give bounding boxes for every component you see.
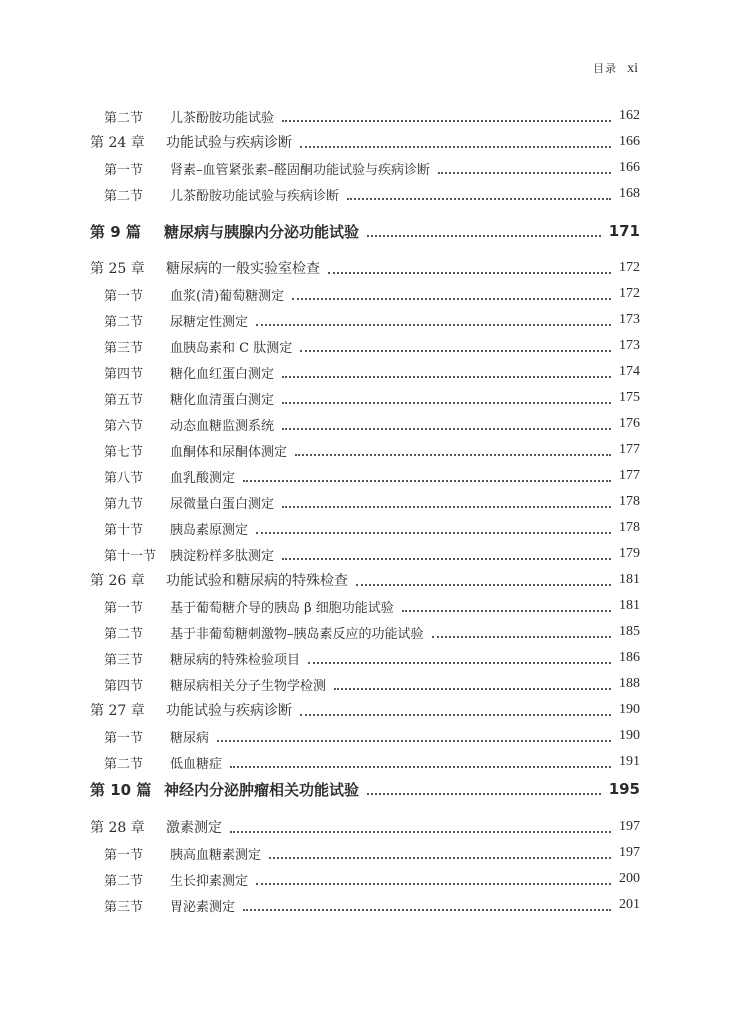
dot-leader	[256, 881, 611, 885]
toc-entry-title: 胰淀粉样多肽测定	[170, 548, 275, 564]
toc-entry-title: 基于非葡萄糖刺激物–胰岛素反应的功能试验	[170, 626, 424, 642]
dot-leader	[300, 712, 611, 716]
toc-entry-sec	[0, 894, 730, 916]
toc-entry-sec	[0, 517, 730, 539]
toc-entry-sec	[0, 183, 730, 205]
toc-entry-number: 第二节	[104, 110, 144, 126]
toc-entry-title: 儿茶酚胺功能试验与疾病诊断	[170, 188, 340, 204]
toc-entry-number: 第二节	[104, 188, 144, 204]
dot-leader	[282, 556, 611, 560]
toc-entry-page: 176	[619, 416, 640, 431]
toc-entry-label	[104, 896, 235, 915]
dot-leader	[230, 764, 611, 768]
toc-entry-label	[104, 870, 248, 889]
dot-leader	[300, 348, 611, 352]
dot-leader	[438, 170, 611, 174]
toc-entry-number: 第 27 章	[90, 703, 145, 719]
toc-entry-label	[104, 467, 235, 486]
toc-entry-page: 177	[619, 468, 640, 483]
dot-leader	[282, 504, 611, 508]
toc-entry-label	[104, 337, 292, 356]
toc-entry-title: 功能试验与疾病诊断	[166, 703, 292, 719]
toc-entry-number: 第十一节	[104, 548, 157, 564]
dot-leader	[230, 829, 611, 833]
toc-entry-number: 第二节	[104, 873, 144, 889]
toc-entry-number: 第五节	[104, 392, 144, 408]
toc-entry-sec	[0, 595, 730, 617]
toc-entry-number: 第 10 篇	[90, 780, 152, 799]
toc-entry-sec	[0, 751, 730, 773]
toc-entry-label	[104, 649, 300, 668]
toc-entry-chap	[0, 816, 730, 838]
toc-entry-page: 166	[619, 160, 640, 175]
dot-leader	[356, 582, 611, 586]
dot-leader	[292, 296, 611, 300]
toc-entry-label	[104, 545, 274, 564]
toc-entry-number: 第一节	[104, 730, 144, 746]
toc-entry-page: 200	[619, 871, 640, 886]
toc-entry-title: 糖尿病相关分子生物学检测	[170, 678, 327, 694]
dot-leader	[282, 374, 611, 378]
header-section-title: 目录	[593, 62, 618, 75]
dot-leader	[300, 144, 611, 148]
toc-entry-title: 儿茶酚胺功能试验	[170, 110, 275, 126]
toc-entry-title: 功能试验与疾病诊断	[166, 135, 292, 151]
toc-entry-sec	[0, 283, 730, 305]
toc-entry-label	[90, 779, 359, 800]
toc-entry-page: 173	[619, 312, 640, 327]
toc-entry-title: 肾素–血管紧张素–醛固酮功能试验与疾病诊断	[170, 162, 431, 178]
dot-leader	[269, 855, 611, 859]
toc-entry-page: 178	[619, 520, 640, 535]
toc-entry-number: 第四节	[104, 678, 144, 694]
toc-entry-sec	[0, 543, 730, 565]
toc-entry-part	[0, 220, 730, 242]
toc-entry-page: 179	[619, 546, 640, 561]
toc-entry-chap	[0, 131, 730, 153]
toc-entry-sec	[0, 647, 730, 669]
toc-entry-sec	[0, 621, 730, 643]
toc-entry-label	[104, 363, 274, 382]
toc-entry-number: 第二节	[104, 756, 144, 772]
toc-entry-label	[104, 107, 274, 126]
toc-entry-title: 糖尿病的一般实验室检查	[166, 261, 320, 277]
toc-entry-number: 第二节	[104, 314, 144, 330]
toc-entry-sec	[0, 725, 730, 747]
toc-entry-number: 第三节	[104, 340, 144, 356]
dot-leader	[402, 608, 611, 612]
toc-entry-label	[104, 623, 424, 642]
toc-entry-page: 181	[619, 572, 640, 587]
toc-entry-number: 第六节	[104, 418, 144, 434]
toc-entry-title: 尿微量白蛋白测定	[170, 496, 275, 512]
toc-entry-page: 168	[619, 186, 640, 201]
toc-entry-label	[104, 519, 248, 538]
toc-entry-label	[90, 570, 348, 590]
dot-leader	[432, 634, 611, 638]
toc-entry-sec	[0, 465, 730, 487]
toc-entry-sec	[0, 439, 730, 461]
toc-entry-title: 激素测定	[166, 820, 222, 836]
toc-entry-page: 174	[619, 364, 640, 379]
toc-entry-number: 第七节	[104, 444, 144, 460]
toc-entry-title: 基于葡萄糖介导的胰岛 β 细胞功能试验	[170, 600, 394, 616]
toc-entry-sec	[0, 387, 730, 409]
dot-leader	[347, 196, 611, 200]
toc-entry-number: 第八节	[104, 470, 144, 486]
dot-leader	[256, 322, 611, 326]
dot-leader	[243, 907, 611, 911]
toc-entry-sec	[0, 868, 730, 890]
toc-entry-page: 197	[619, 819, 640, 834]
toc-entry-page: 181	[619, 598, 640, 613]
toc-entry-title: 尿糖定性测定	[170, 314, 249, 330]
toc-entry-title: 胰高血糖素测定	[170, 847, 262, 863]
toc-entry-number: 第一节	[104, 162, 144, 178]
dot-leader	[217, 738, 611, 742]
toc-entry-page: 177	[619, 442, 640, 457]
toc-entry-title: 胃泌素测定	[170, 899, 236, 915]
toc-entry-label	[104, 285, 284, 304]
toc-entry-label	[104, 159, 430, 178]
toc-entry-page: 171	[608, 222, 640, 240]
dot-leader	[243, 478, 611, 482]
toc-entry-page: 191	[619, 754, 640, 769]
toc-entry-sec	[0, 413, 730, 435]
dot-leader	[328, 270, 611, 274]
toc-entry-page: 190	[619, 728, 640, 743]
toc-entry-page: 190	[619, 702, 640, 717]
toc-entry-sec	[0, 842, 730, 864]
toc-entry-number: 第一节	[104, 600, 144, 616]
toc-entry-label	[104, 844, 261, 863]
dot-leader	[367, 233, 601, 237]
dot-leader	[367, 791, 601, 795]
toc-entry-label	[104, 753, 222, 772]
toc-entry-label	[104, 311, 248, 330]
toc-entry-label	[104, 675, 326, 694]
toc-entry-sec	[0, 335, 730, 357]
toc-entry-label	[104, 185, 339, 204]
toc-entry-label	[104, 727, 209, 746]
toc-entry-label	[90, 817, 222, 837]
dot-leader	[295, 452, 611, 456]
toc-entry-sec	[0, 491, 730, 513]
toc-entry-number: 第 28 章	[90, 820, 145, 836]
dot-leader	[282, 118, 611, 122]
toc-entry-title: 糖化血清蛋白测定	[170, 392, 275, 408]
toc-entry-page: 178	[619, 494, 640, 509]
toc-entry-page: 186	[619, 650, 640, 665]
toc-entry-page: 172	[619, 286, 640, 301]
toc-entry-title: 功能试验和糖尿病的特殊检查	[166, 573, 348, 589]
header-page-number: xi	[627, 61, 638, 76]
dot-leader	[282, 400, 611, 404]
toc-entry-label	[104, 389, 274, 408]
toc-entry-part	[0, 778, 730, 800]
toc-entry-number: 第三节	[104, 652, 144, 668]
toc-entry-page: 175	[619, 390, 640, 405]
toc-entry-chap	[0, 569, 730, 591]
dot-leader	[334, 686, 611, 690]
toc-entry-sec	[0, 361, 730, 383]
toc-entry-title: 血浆(清)葡萄糖测定	[170, 288, 285, 304]
toc-entry-number: 第二节	[104, 626, 144, 642]
toc-entry-page: 162	[619, 108, 640, 123]
toc-entry-number: 第 9 篇	[90, 222, 141, 241]
toc-entry-title: 低血糖症	[170, 756, 223, 772]
toc-entry-number: 第一节	[104, 847, 144, 863]
toc-entry-label	[90, 258, 320, 278]
dot-leader	[282, 426, 611, 430]
toc-entry-label	[104, 415, 274, 434]
toc-entry-number: 第 25 章	[90, 261, 145, 277]
toc-entry-page: 172	[619, 260, 640, 275]
toc-entry-page: 185	[619, 624, 640, 639]
running-header	[593, 60, 638, 77]
toc-entry-label	[104, 597, 394, 616]
toc-entry-page: 197	[619, 845, 640, 860]
toc-entry-title: 血酮体和尿酮体测定	[170, 444, 288, 460]
toc-entry-label	[90, 700, 292, 720]
toc-entry-number: 第 26 章	[90, 573, 145, 589]
toc-entry-page: 188	[619, 676, 640, 691]
dot-leader	[308, 660, 611, 664]
toc-entry-sec	[0, 157, 730, 179]
toc-entry-label	[104, 493, 274, 512]
toc-entry-title: 胰岛素原测定	[170, 522, 249, 538]
toc-entry-title: 糖尿病与胰腺内分泌功能试验	[164, 222, 360, 241]
toc-entry-label	[104, 441, 287, 460]
toc-entry-chap	[0, 257, 730, 279]
toc-entry-chap	[0, 699, 730, 721]
toc-entry-number: 第四节	[104, 366, 144, 382]
toc-entry-title: 血胰岛素和 C 肽测定	[170, 340, 293, 356]
toc-entry-title: 神经内分泌肿瘤相关功能试验	[164, 780, 360, 799]
toc-entry-sec	[0, 309, 730, 331]
toc-entry-number: 第一节	[104, 288, 144, 304]
toc-entry-title: 糖化血红蛋白测定	[170, 366, 275, 382]
toc-entry-number: 第三节	[104, 899, 144, 915]
toc-entry-page: 166	[619, 134, 640, 149]
toc-entry-title: 血乳酸测定	[170, 470, 236, 486]
toc-entry-label	[90, 221, 359, 242]
toc-entry-sec	[0, 673, 730, 695]
toc-entry-number: 第 24 章	[90, 135, 145, 151]
toc-entry-page: 201	[619, 897, 640, 912]
toc-entry-title: 糖尿病的特殊检验项目	[170, 652, 301, 668]
toc-entry-page: 195	[608, 780, 640, 798]
toc-entry-label	[90, 132, 292, 152]
toc-entry-title: 动态血糖监测系统	[170, 418, 275, 434]
toc-entry-title: 糖尿病	[170, 730, 210, 746]
toc-entry-title: 生长抑素测定	[170, 873, 249, 889]
toc-entry-number: 第九节	[104, 496, 144, 512]
toc-entry-number: 第十节	[104, 522, 144, 538]
toc-entry-page: 173	[619, 338, 640, 353]
toc-entry-sec	[0, 105, 730, 127]
dot-leader	[256, 530, 611, 534]
